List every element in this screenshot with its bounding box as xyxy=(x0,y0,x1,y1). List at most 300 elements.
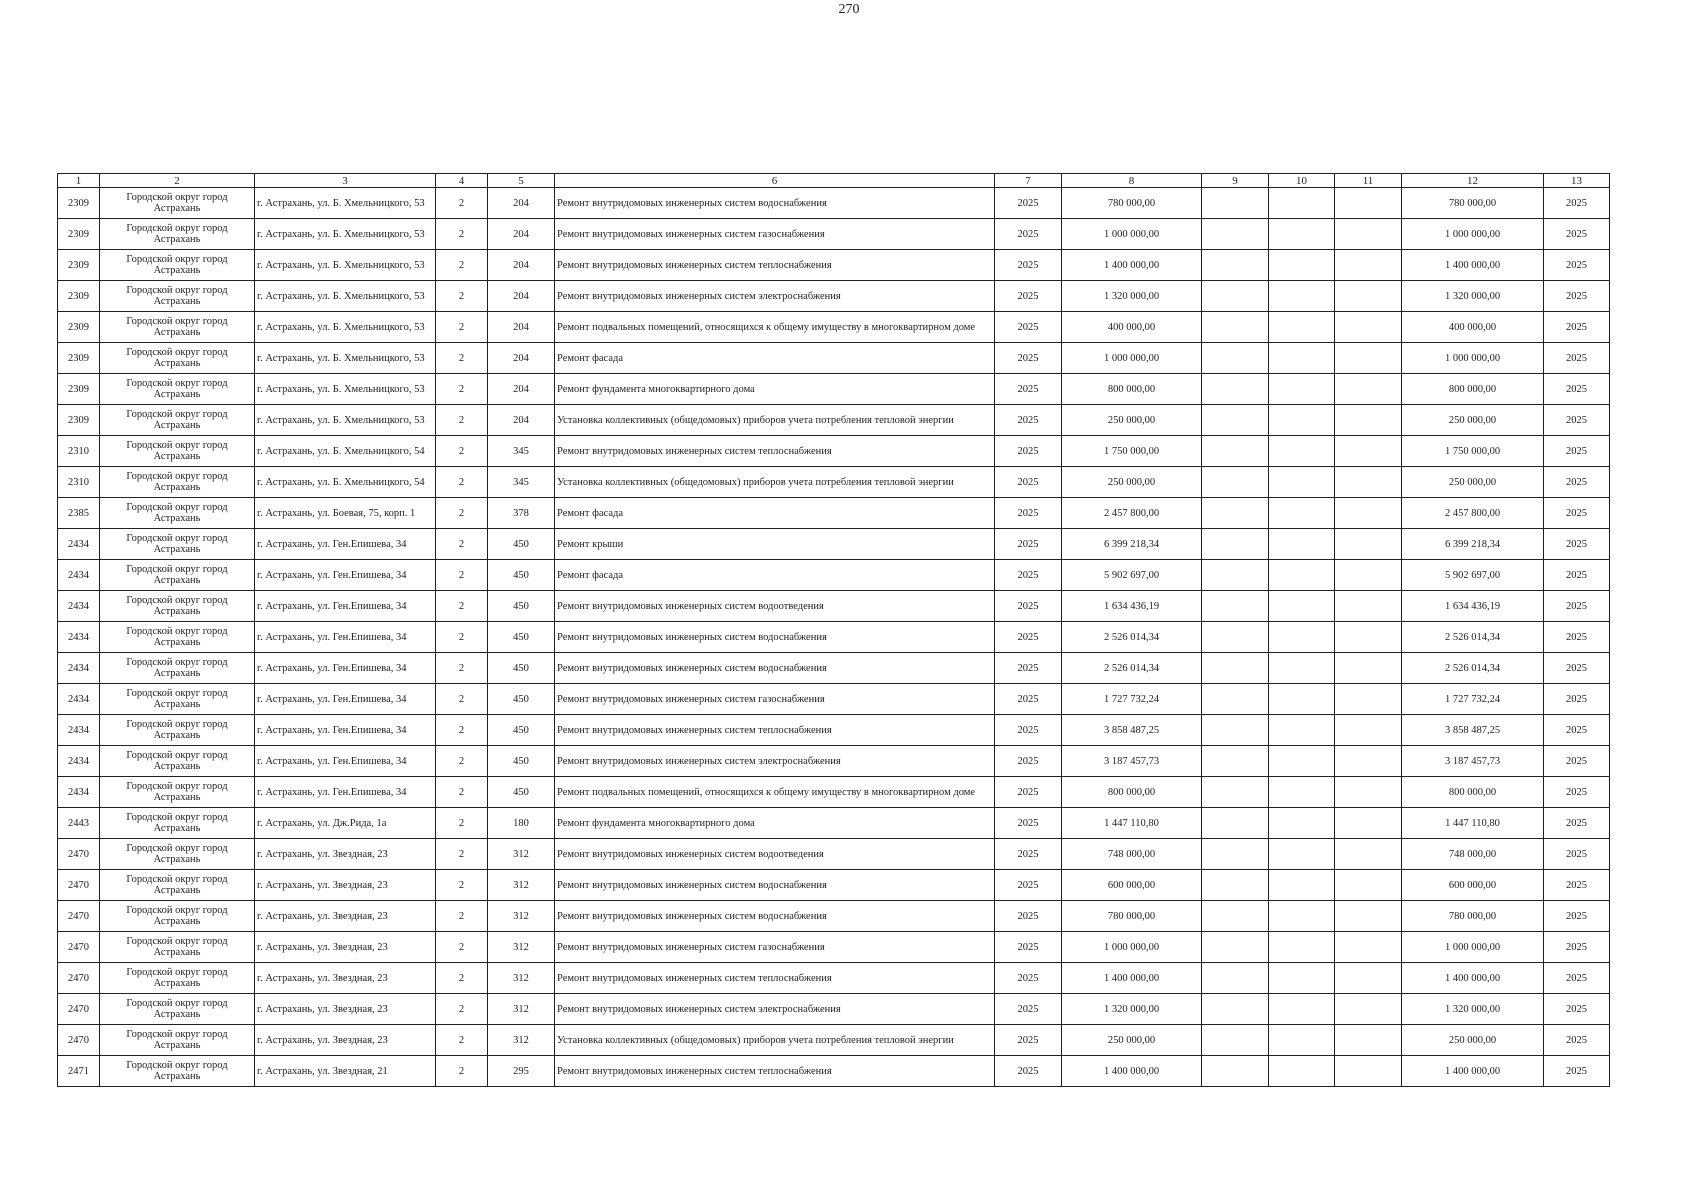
table-row xyxy=(58,1056,1610,1087)
column-4-cell: 2 xyxy=(436,777,488,808)
cost-cell: 1 000 000,00 xyxy=(1062,932,1202,963)
work-type-cell: Ремонт внутридомовых инженерных систем теплоснабжения xyxy=(555,715,995,746)
column-9-cell xyxy=(1202,188,1269,219)
cost-cell: 250 000,00 xyxy=(1062,467,1202,498)
column-5-cell: 204 xyxy=(488,250,555,281)
column-12-cell: 2 457 800,00 xyxy=(1402,498,1544,529)
column-4-cell: 2 xyxy=(436,188,488,219)
municipality-cell: Городской округ город Астрахань xyxy=(100,715,255,746)
work-type-cell: Ремонт внутридомовых инженерных систем электроснабжения xyxy=(555,281,995,312)
column-header: 12 xyxy=(1402,174,1544,188)
address-cell: г. Астрахань, ул. Звездная, 23 xyxy=(255,932,436,963)
column-header: 9 xyxy=(1202,174,1269,188)
municipality-cell: Городской округ город Астрахань xyxy=(100,529,255,560)
cost-cell: 2 526 014,34 xyxy=(1062,653,1202,684)
column-4-cell: 2 xyxy=(436,622,488,653)
year-cell: 2025 xyxy=(995,188,1062,219)
column-5-cell: 295 xyxy=(488,1056,555,1087)
column-9-cell xyxy=(1202,839,1269,870)
column-9-cell xyxy=(1202,219,1269,250)
column-12-cell: 250 000,00 xyxy=(1402,467,1544,498)
column-12-cell: 250 000,00 xyxy=(1402,405,1544,436)
work-type-cell: Ремонт фасада xyxy=(555,343,995,374)
column-10-cell xyxy=(1269,591,1335,622)
row-number: 2434 xyxy=(58,560,100,591)
column-9-cell xyxy=(1202,436,1269,467)
municipality-cell: Городской округ город Астрахань xyxy=(100,250,255,281)
column-9-cell xyxy=(1202,405,1269,436)
address-cell: г. Астрахань, ул. Звездная, 21 xyxy=(255,1056,436,1087)
address-cell: г. Астрахань, ул. Б. Хмельницкого, 53 xyxy=(255,219,436,250)
work-type-cell: Ремонт фундамента многоквартирного дома xyxy=(555,808,995,839)
table-row xyxy=(58,715,1610,746)
column-13-cell: 2025 xyxy=(1544,436,1610,467)
column-10-cell xyxy=(1269,188,1335,219)
column-5-cell: 450 xyxy=(488,684,555,715)
municipality-cell: Городской округ город Астрахань xyxy=(100,963,255,994)
table-row xyxy=(58,188,1610,219)
column-10-cell xyxy=(1269,870,1335,901)
table-row xyxy=(58,529,1610,560)
column-4-cell: 2 xyxy=(436,250,488,281)
work-type-cell: Ремонт внутридомовых инженерных систем электроснабжения xyxy=(555,994,995,1025)
row-number: 2309 xyxy=(58,312,100,343)
municipality-cell: Городской округ город Астрахань xyxy=(100,808,255,839)
column-12-cell: 3 858 487,25 xyxy=(1402,715,1544,746)
column-10-cell xyxy=(1269,436,1335,467)
column-10-cell xyxy=(1269,653,1335,684)
row-number: 2309 xyxy=(58,219,100,250)
column-10-cell xyxy=(1269,839,1335,870)
table-row xyxy=(58,870,1610,901)
table-row xyxy=(58,467,1610,498)
address-cell: г. Астрахань, ул. Ген.Епишева, 34 xyxy=(255,653,436,684)
cost-cell: 748 000,00 xyxy=(1062,839,1202,870)
column-11-cell xyxy=(1335,498,1402,529)
row-number: 2470 xyxy=(58,901,100,932)
column-9-cell xyxy=(1202,1056,1269,1087)
column-9-cell xyxy=(1202,901,1269,932)
column-5-cell: 378 xyxy=(488,498,555,529)
address-cell: г. Астрахань, ул. Ген.Епишева, 34 xyxy=(255,777,436,808)
column-10-cell xyxy=(1269,467,1335,498)
column-9-cell xyxy=(1202,870,1269,901)
column-13-cell: 2025 xyxy=(1544,746,1610,777)
cost-cell: 780 000,00 xyxy=(1062,188,1202,219)
column-9-cell xyxy=(1202,932,1269,963)
cost-cell: 250 000,00 xyxy=(1062,405,1202,436)
column-4-cell: 2 xyxy=(436,684,488,715)
column-12-cell: 1 447 110,80 xyxy=(1402,808,1544,839)
column-11-cell xyxy=(1335,188,1402,219)
column-11-cell xyxy=(1335,932,1402,963)
table-row xyxy=(58,343,1610,374)
column-12-cell: 1 320 000,00 xyxy=(1402,994,1544,1025)
cost-cell: 800 000,00 xyxy=(1062,777,1202,808)
row-number: 2434 xyxy=(58,684,100,715)
column-13-cell: 2025 xyxy=(1544,312,1610,343)
address-cell: г. Астрахань, ул. Б. Хмельницкого, 53 xyxy=(255,188,436,219)
column-10-cell xyxy=(1269,808,1335,839)
municipality-cell: Городской округ город Астрахань xyxy=(100,467,255,498)
column-5-cell: 312 xyxy=(488,870,555,901)
work-type-cell: Установка коллективных (общедомовых) приборов учета потребления тепловой энергии xyxy=(555,1025,995,1056)
table-row xyxy=(58,560,1610,591)
table-row xyxy=(58,498,1610,529)
column-9-cell xyxy=(1202,529,1269,560)
column-4-cell: 2 xyxy=(436,498,488,529)
cost-cell: 1 320 000,00 xyxy=(1062,994,1202,1025)
column-13-cell: 2025 xyxy=(1544,188,1610,219)
column-12-cell: 780 000,00 xyxy=(1402,901,1544,932)
municipality-cell: Городской округ город Астрахань xyxy=(100,374,255,405)
column-5-cell: 345 xyxy=(488,467,555,498)
column-header: 10 xyxy=(1269,174,1335,188)
column-12-cell: 5 902 697,00 xyxy=(1402,560,1544,591)
address-cell: г. Астрахань, ул. Звездная, 23 xyxy=(255,839,436,870)
year-cell: 2025 xyxy=(995,932,1062,963)
work-type-cell: Ремонт внутридомовых инженерных систем водоснабжения xyxy=(555,188,995,219)
column-12-cell: 1 000 000,00 xyxy=(1402,932,1544,963)
cost-cell: 1 000 000,00 xyxy=(1062,219,1202,250)
year-cell: 2025 xyxy=(995,312,1062,343)
row-number: 2470 xyxy=(58,1025,100,1056)
municipality-cell: Городской округ город Астрахань xyxy=(100,994,255,1025)
year-cell: 2025 xyxy=(995,808,1062,839)
column-5-cell: 180 xyxy=(488,808,555,839)
column-5-cell: 312 xyxy=(488,901,555,932)
municipality-cell: Городской округ город Астрахань xyxy=(100,653,255,684)
column-10-cell xyxy=(1269,343,1335,374)
column-11-cell xyxy=(1335,653,1402,684)
column-4-cell: 2 xyxy=(436,281,488,312)
column-5-cell: 312 xyxy=(488,963,555,994)
column-header: 2 xyxy=(100,174,255,188)
year-cell: 2025 xyxy=(995,777,1062,808)
column-11-cell xyxy=(1335,343,1402,374)
table-row xyxy=(58,839,1610,870)
column-12-cell: 780 000,00 xyxy=(1402,188,1544,219)
column-5-cell: 204 xyxy=(488,281,555,312)
row-number: 2309 xyxy=(58,188,100,219)
municipality-cell: Городской округ город Астрахань xyxy=(100,839,255,870)
year-cell: 2025 xyxy=(995,343,1062,374)
column-11-cell xyxy=(1335,746,1402,777)
column-4-cell: 2 xyxy=(436,746,488,777)
cost-cell: 600 000,00 xyxy=(1062,870,1202,901)
column-11-cell xyxy=(1335,591,1402,622)
column-10-cell xyxy=(1269,963,1335,994)
column-5-cell: 450 xyxy=(488,653,555,684)
cost-cell: 1 750 000,00 xyxy=(1062,436,1202,467)
municipality-cell: Городской округ город Астрахань xyxy=(100,1056,255,1087)
column-9-cell xyxy=(1202,591,1269,622)
municipality-cell: Городской округ город Астрахань xyxy=(100,622,255,653)
table-body xyxy=(58,174,1610,1087)
column-11-cell xyxy=(1335,1056,1402,1087)
page-number: 270 xyxy=(838,2,860,17)
column-4-cell: 2 xyxy=(436,529,488,560)
year-cell: 2025 xyxy=(995,560,1062,591)
work-type-cell: Ремонт внутридомовых инженерных систем водоотведения xyxy=(555,591,995,622)
column-header: 1 xyxy=(58,174,100,188)
table-row xyxy=(58,994,1610,1025)
column-13-cell: 2025 xyxy=(1544,405,1610,436)
address-cell: г. Астрахань, ул. Ген.Епишева, 34 xyxy=(255,529,436,560)
table-row xyxy=(58,808,1610,839)
column-12-cell: 748 000,00 xyxy=(1402,839,1544,870)
column-10-cell xyxy=(1269,250,1335,281)
column-12-cell: 1 000 000,00 xyxy=(1402,343,1544,374)
column-5-cell: 450 xyxy=(488,777,555,808)
column-11-cell xyxy=(1335,715,1402,746)
municipality-cell: Городской округ город Астрахань xyxy=(100,343,255,374)
column-11-cell xyxy=(1335,684,1402,715)
column-10-cell xyxy=(1269,498,1335,529)
year-cell: 2025 xyxy=(995,994,1062,1025)
column-5-cell: 450 xyxy=(488,560,555,591)
column-13-cell: 2025 xyxy=(1544,839,1610,870)
municipality-cell: Городской округ город Астрахань xyxy=(100,219,255,250)
column-13-cell: 2025 xyxy=(1544,498,1610,529)
row-number: 2309 xyxy=(58,250,100,281)
column-5-cell: 312 xyxy=(488,932,555,963)
table-row xyxy=(58,684,1610,715)
work-type-cell: Установка коллективных (общедомовых) приборов учета потребления тепловой энергии xyxy=(555,405,995,436)
column-4-cell: 2 xyxy=(436,560,488,591)
column-5-cell: 450 xyxy=(488,622,555,653)
year-cell: 2025 xyxy=(995,622,1062,653)
column-4-cell: 2 xyxy=(436,994,488,1025)
column-9-cell xyxy=(1202,467,1269,498)
work-type-cell: Ремонт внутридомовых инженерных систем водоснабжения xyxy=(555,901,995,932)
table-row xyxy=(58,777,1610,808)
work-type-cell: Ремонт внутридомовых инженерных систем газоснабжения xyxy=(555,932,995,963)
column-13-cell: 2025 xyxy=(1544,994,1610,1025)
column-4-cell: 2 xyxy=(436,839,488,870)
column-10-cell xyxy=(1269,529,1335,560)
work-type-cell: Ремонт внутридомовых инженерных систем теплоснабжения xyxy=(555,963,995,994)
municipality-cell: Городской округ город Астрахань xyxy=(100,684,255,715)
column-10-cell xyxy=(1269,560,1335,591)
column-13-cell: 2025 xyxy=(1544,622,1610,653)
column-4-cell: 2 xyxy=(436,436,488,467)
column-13-cell: 2025 xyxy=(1544,250,1610,281)
column-12-cell: 1 320 000,00 xyxy=(1402,281,1544,312)
column-9-cell xyxy=(1202,622,1269,653)
column-9-cell xyxy=(1202,281,1269,312)
work-type-cell: Ремонт внутридомовых инженерных систем теплоснабжения xyxy=(555,436,995,467)
work-type-cell: Ремонт внутридомовых инженерных систем водоснабжения xyxy=(555,622,995,653)
column-11-cell xyxy=(1335,622,1402,653)
column-header: 3 xyxy=(255,174,436,188)
municipality-cell: Городской округ город Астрахань xyxy=(100,777,255,808)
row-number: 2434 xyxy=(58,591,100,622)
row-number: 2470 xyxy=(58,994,100,1025)
column-4-cell: 2 xyxy=(436,405,488,436)
column-13-cell: 2025 xyxy=(1544,653,1610,684)
column-13-cell: 2025 xyxy=(1544,343,1610,374)
column-11-cell xyxy=(1335,312,1402,343)
address-cell: г. Астрахань, ул. Б. Хмельницкого, 53 xyxy=(255,374,436,405)
year-cell: 2025 xyxy=(995,219,1062,250)
table-row xyxy=(58,963,1610,994)
column-10-cell xyxy=(1269,994,1335,1025)
column-9-cell xyxy=(1202,746,1269,777)
table-header-row xyxy=(58,174,1610,188)
table-row xyxy=(58,653,1610,684)
cost-cell: 3 187 457,73 xyxy=(1062,746,1202,777)
column-11-cell xyxy=(1335,839,1402,870)
row-number: 2310 xyxy=(58,436,100,467)
year-cell: 2025 xyxy=(995,715,1062,746)
municipality-cell: Городской округ город Астрахань xyxy=(100,560,255,591)
column-4-cell: 2 xyxy=(436,219,488,250)
table-row xyxy=(58,312,1610,343)
column-10-cell xyxy=(1269,715,1335,746)
table-row xyxy=(58,932,1610,963)
table-row xyxy=(58,1025,1610,1056)
column-4-cell: 2 xyxy=(436,1056,488,1087)
column-10-cell xyxy=(1269,746,1335,777)
column-11-cell xyxy=(1335,374,1402,405)
column-4-cell: 2 xyxy=(436,312,488,343)
municipality-cell: Городской округ город Астрахань xyxy=(100,870,255,901)
row-number: 2470 xyxy=(58,932,100,963)
column-11-cell xyxy=(1335,963,1402,994)
address-cell: г. Астрахань, ул. Звездная, 23 xyxy=(255,901,436,932)
row-number: 2470 xyxy=(58,963,100,994)
cost-cell: 6 399 218,34 xyxy=(1062,529,1202,560)
column-header: 13 xyxy=(1544,174,1610,188)
column-11-cell xyxy=(1335,250,1402,281)
column-4-cell: 2 xyxy=(436,467,488,498)
work-type-cell: Ремонт внутридомовых инженерных систем водоснабжения xyxy=(555,653,995,684)
year-cell: 2025 xyxy=(995,374,1062,405)
address-cell: г. Астрахань, ул. Б. Хмельницкого, 54 xyxy=(255,436,436,467)
municipality-cell: Городской округ город Астрахань xyxy=(100,405,255,436)
work-type-cell: Ремонт фасада xyxy=(555,560,995,591)
year-cell: 2025 xyxy=(995,901,1062,932)
column-10-cell xyxy=(1269,1056,1335,1087)
column-12-cell: 1 400 000,00 xyxy=(1402,1056,1544,1087)
row-number: 2470 xyxy=(58,870,100,901)
address-cell: г. Астрахань, ул. Звездная, 23 xyxy=(255,870,436,901)
column-9-cell xyxy=(1202,498,1269,529)
column-11-cell xyxy=(1335,994,1402,1025)
column-9-cell xyxy=(1202,808,1269,839)
work-type-cell: Ремонт внутридомовых инженерных систем водоотведения xyxy=(555,839,995,870)
work-type-cell: Ремонт фасада xyxy=(555,498,995,529)
column-12-cell: 800 000,00 xyxy=(1402,777,1544,808)
column-12-cell: 3 187 457,73 xyxy=(1402,746,1544,777)
column-10-cell xyxy=(1269,312,1335,343)
row-number: 2434 xyxy=(58,777,100,808)
address-cell: г. Астрахань, ул. Ген.Епишева, 34 xyxy=(255,715,436,746)
column-10-cell xyxy=(1269,374,1335,405)
column-11-cell xyxy=(1335,1025,1402,1056)
column-4-cell: 2 xyxy=(436,932,488,963)
year-cell: 2025 xyxy=(995,529,1062,560)
column-5-cell: 204 xyxy=(488,188,555,219)
table-row xyxy=(58,901,1610,932)
column-13-cell: 2025 xyxy=(1544,529,1610,560)
cost-cell: 400 000,00 xyxy=(1062,312,1202,343)
row-number: 2470 xyxy=(58,839,100,870)
column-12-cell: 2 526 014,34 xyxy=(1402,622,1544,653)
cost-cell: 1 634 436,19 xyxy=(1062,591,1202,622)
column-header: 4 xyxy=(436,174,488,188)
column-5-cell: 450 xyxy=(488,746,555,777)
row-number: 2385 xyxy=(58,498,100,529)
cost-cell: 1 320 000,00 xyxy=(1062,281,1202,312)
column-13-cell: 2025 xyxy=(1544,467,1610,498)
column-4-cell: 2 xyxy=(436,591,488,622)
column-9-cell xyxy=(1202,684,1269,715)
column-4-cell: 2 xyxy=(436,901,488,932)
row-number: 2434 xyxy=(58,746,100,777)
work-type-cell: Ремонт внутридомовых инженерных систем теплоснабжения xyxy=(555,1056,995,1087)
work-type-cell: Ремонт внутридомовых инженерных систем электроснабжения xyxy=(555,746,995,777)
work-type-cell: Ремонт внутридомовых инженерных систем газоснабжения xyxy=(555,219,995,250)
column-5-cell: 204 xyxy=(488,219,555,250)
year-cell: 2025 xyxy=(995,591,1062,622)
work-type-cell: Ремонт внутридомовых инженерных систем водоснабжения xyxy=(555,870,995,901)
column-4-cell: 2 xyxy=(436,870,488,901)
cost-cell: 780 000,00 xyxy=(1062,901,1202,932)
row-number: 2309 xyxy=(58,281,100,312)
column-12-cell: 1 400 000,00 xyxy=(1402,963,1544,994)
column-13-cell: 2025 xyxy=(1544,777,1610,808)
work-type-cell: Ремонт подвальных помещений, относящихся к общему имуществу в многоквартирном доме xyxy=(555,312,995,343)
column-12-cell: 6 399 218,34 xyxy=(1402,529,1544,560)
year-cell: 2025 xyxy=(995,963,1062,994)
cost-cell: 1 400 000,00 xyxy=(1062,963,1202,994)
column-13-cell: 2025 xyxy=(1544,591,1610,622)
column-12-cell: 1 727 732,24 xyxy=(1402,684,1544,715)
address-cell: г. Астрахань, ул. Б. Хмельницкого, 53 xyxy=(255,281,436,312)
column-10-cell xyxy=(1269,405,1335,436)
column-12-cell: 250 000,00 xyxy=(1402,1025,1544,1056)
column-11-cell xyxy=(1335,219,1402,250)
address-cell: г. Астрахань, ул. Звездная, 23 xyxy=(255,994,436,1025)
table-row xyxy=(58,436,1610,467)
column-5-cell: 204 xyxy=(488,374,555,405)
column-13-cell: 2025 xyxy=(1544,808,1610,839)
municipality-cell: Городской округ город Астрахань xyxy=(100,312,255,343)
column-13-cell: 2025 xyxy=(1544,1025,1610,1056)
column-10-cell xyxy=(1269,622,1335,653)
work-type-cell: Ремонт крыши xyxy=(555,529,995,560)
municipality-cell: Городской округ город Астрахань xyxy=(100,281,255,312)
column-4-cell: 2 xyxy=(436,653,488,684)
column-13-cell: 2025 xyxy=(1544,560,1610,591)
column-4-cell: 2 xyxy=(436,963,488,994)
address-cell: г. Астрахань, ул. Б. Хмельницкого, 53 xyxy=(255,312,436,343)
address-cell: г. Астрахань, ул. Звездная, 23 xyxy=(255,963,436,994)
column-9-cell xyxy=(1202,963,1269,994)
column-4-cell: 2 xyxy=(436,374,488,405)
year-cell: 2025 xyxy=(995,839,1062,870)
work-type-cell: Ремонт внутридомовых инженерных систем теплоснабжения xyxy=(555,250,995,281)
column-5-cell: 450 xyxy=(488,591,555,622)
column-13-cell: 2025 xyxy=(1544,374,1610,405)
column-12-cell: 600 000,00 xyxy=(1402,870,1544,901)
column-12-cell: 1 000 000,00 xyxy=(1402,219,1544,250)
column-11-cell xyxy=(1335,777,1402,808)
column-11-cell xyxy=(1335,901,1402,932)
column-5-cell: 345 xyxy=(488,436,555,467)
